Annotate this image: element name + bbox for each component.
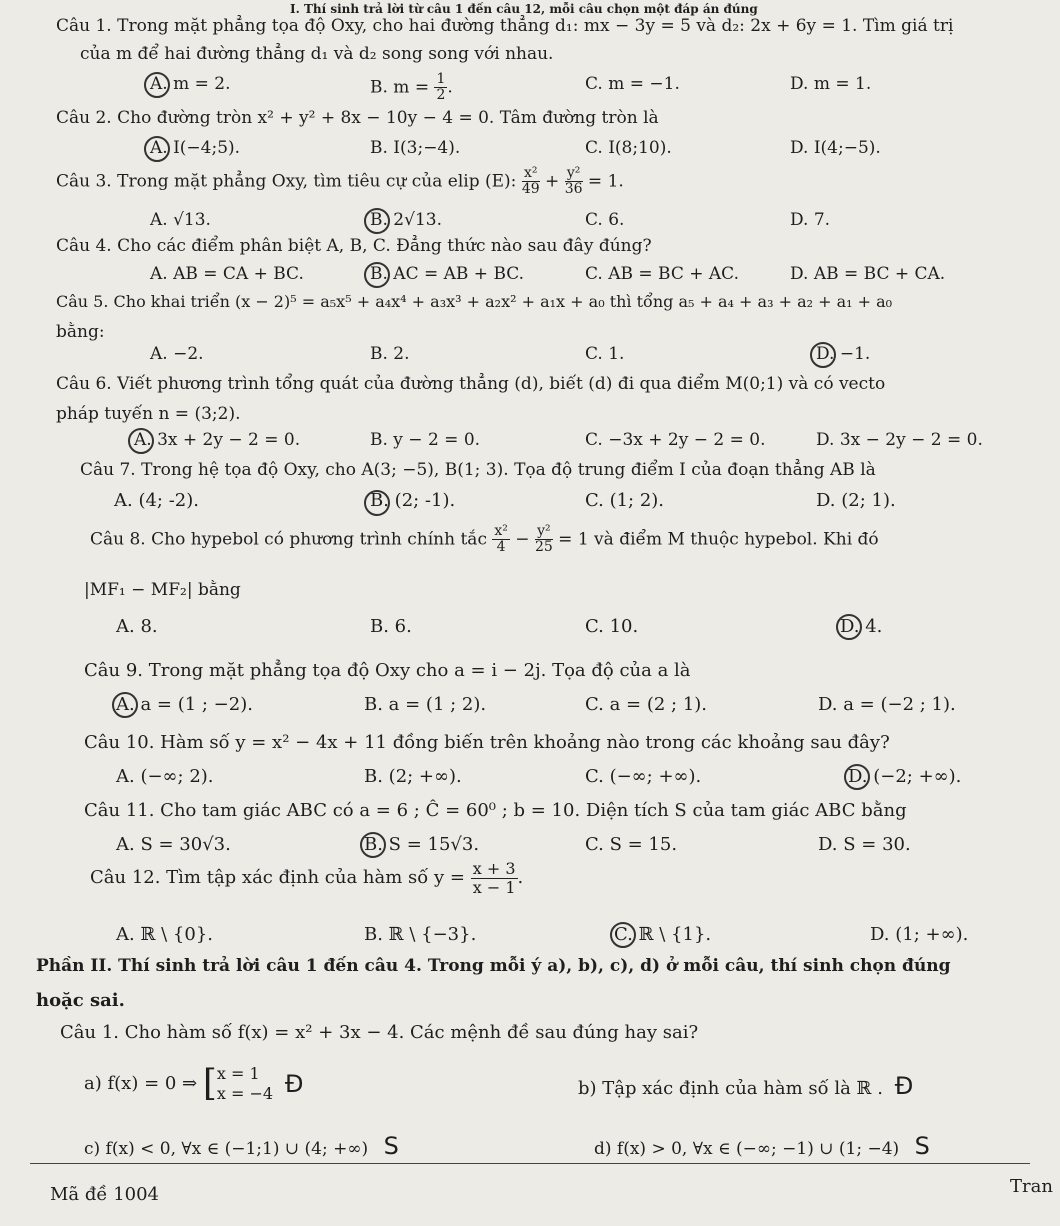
q1-option-b: B. m = $\frac{1}{2}$ . bbox=[370, 71, 453, 104]
q12-option-a: A. ℝ \ {0}. bbox=[116, 924, 213, 945]
q4-stem: Câu 4. Cho các điểm phân biệt A, B, C. Đẳng thức nào sau đây đúng? bbox=[56, 236, 652, 256]
q4-option-a: A. AB = CA + BC. bbox=[150, 264, 304, 284]
q8-stem-2: |MF₁ − MF₂| bằng bbox=[84, 580, 241, 600]
q12-option-c: C. ℝ \ {1}. bbox=[614, 924, 712, 945]
q10-option-a: A. (−∞; 2). bbox=[116, 766, 214, 787]
q1-option-c: C. m = −1. bbox=[585, 74, 680, 94]
answer-circle-mark bbox=[810, 342, 836, 368]
q3-option-b: B. 2√13. bbox=[370, 210, 442, 230]
q3-option-c: C. 6. bbox=[585, 210, 625, 230]
q1-frac: $\frac{1}{2}$ bbox=[436, 71, 446, 104]
part2-item-a: a) f(x) = 0 ⇒ [ x = 1 x = −4 Đ bbox=[84, 1063, 304, 1104]
q5-option-a: A. −2. bbox=[150, 344, 204, 364]
q8-option-a: A. 8. bbox=[116, 616, 158, 637]
q6-option-c: C. −3x + 2y − 2 = 0. bbox=[585, 430, 766, 450]
q9-option-b: B. a = (1 ; 2). bbox=[364, 694, 487, 715]
page-indicator: Tran bbox=[1010, 1176, 1053, 1197]
q12-stem: Câu 12. Tìm tập xác định của hàm số y = $\frac{x + 3}{x - 1}$ . bbox=[90, 859, 524, 897]
answer-circle-mark bbox=[844, 764, 870, 790]
q11-option-c: C. S = 15. bbox=[585, 834, 678, 855]
equation-system: x = 1 x = −4 bbox=[216, 1064, 274, 1103]
q8-option-c: C. 10. bbox=[585, 616, 639, 637]
q10-option-c: C. (−∞; +∞). bbox=[585, 766, 702, 787]
q12-option-d: D. (1; +∞). bbox=[870, 924, 969, 945]
q9-option-d: D. a = (−2 ; 1). bbox=[818, 694, 956, 715]
q8-stem: Câu 8. Cho hypebol có phương trình chính tắc $\frac{\text{x²}}{4}$ − $\frac{\text{y²}}{25}$ = 1 và điểm M thuộc hypebol. Khi đó bbox=[90, 523, 879, 556]
q7-option-d: D. (2; 1). bbox=[816, 490, 896, 511]
answer-circle-mark bbox=[144, 136, 170, 162]
q2-option-b: B. I(3;−4). bbox=[370, 138, 461, 158]
q8-option-d: D. 4. bbox=[840, 616, 883, 637]
q2-stem: Câu 2. Cho đường tròn x² + y² + 8x − 10y − 4 = 0. Tâm đường tròn là bbox=[56, 108, 659, 128]
answer-circle-mark bbox=[144, 72, 170, 98]
q1-stem: Câu 1. Trong mặt phẳng tọa độ Oxy, cho hai đường thẳng d₁: mx − 3y = 5 và d₂: 2x + 6y = 1. Tìm giá trị bbox=[56, 16, 954, 36]
footer-divider bbox=[30, 1163, 1030, 1164]
q5-stem: Câu 5. Cho khai triển (x − 2)⁵ = a₅x⁵ + a₄x⁴ + a₃x³ + a₂x² + a₁x + a₀ thì tổng a₅ + a₄ + a₃ + a₂ + a₁ + a₀ bbox=[56, 292, 893, 311]
q1-option-a: A. m = 2. bbox=[150, 74, 231, 94]
q1-stem-2: của m để hai đường thẳng d₁ và d₂ song song với nhau. bbox=[80, 44, 554, 64]
answer-circle-mark bbox=[364, 490, 390, 516]
part2-title: Phần II. Thí sinh trả lời câu 1 đến câu 4. Trong mỗi ý a), b), c), d) ở mỗi câu, thí sinh chọn đúng bbox=[36, 956, 951, 976]
answer-circle-mark bbox=[364, 208, 390, 234]
q9-option-a: A. a = (1 ; −2). bbox=[116, 694, 253, 715]
q10-stem: Câu 10. Hàm số y = x² − 4x + 11 đồng biến trên khoảng nào trong các khoảng sau đây? bbox=[84, 732, 890, 753]
q11-stem: Câu 11. Cho tam giác ABC có a = 6 ; Ĉ = 60⁰ ; b = 10. Diện tích S của tam giác ABC bằng bbox=[84, 800, 907, 821]
q4-option-c: C. AB = BC + AC. bbox=[585, 264, 739, 284]
answer-circle-mark bbox=[364, 262, 390, 288]
q1-option-d: D. m = 1. bbox=[790, 74, 872, 94]
q9-stem: Câu 9. Trong mặt phẳng tọa độ Oxy cho a = i − 2j. Tọa độ của a là bbox=[84, 660, 691, 681]
bracket: [ bbox=[202, 1063, 217, 1104]
exam-code: Mã đề 1004 bbox=[50, 1184, 160, 1205]
part2-item-c: c) f(x) < 0, ∀x ∈ (−1;1) ∪ (4; +∞) S bbox=[84, 1132, 399, 1160]
q2-option-a: A. I(−4;5). bbox=[150, 138, 241, 158]
q6-option-b: B. y − 2 = 0. bbox=[370, 430, 481, 450]
q7-option-b: B. (2; -1). bbox=[370, 490, 456, 511]
handwritten-mark-b: Đ bbox=[894, 1072, 914, 1100]
q6-stem-2: pháp tuyến n = (3;2). bbox=[56, 404, 241, 424]
q10-option-d: D. (−2; +∞). bbox=[848, 766, 962, 787]
q9-option-c: C. a = (2 ; 1). bbox=[585, 694, 708, 715]
q11-option-d: D. S = 30. bbox=[818, 834, 911, 855]
handwritten-mark-d: S bbox=[914, 1132, 930, 1160]
q2-option-d: D. I(4;−5). bbox=[790, 138, 881, 158]
answer-circle-mark bbox=[128, 428, 154, 454]
q5-stem-2: bằng: bbox=[56, 322, 105, 342]
q11-option-b: B. S = 15√3. bbox=[364, 834, 480, 855]
q3-stem: Câu 3. Trong mặt phẳng Oxy, tìm tiêu cự của elip (E): $\frac{\text{x²}}{49}$ + $\frac{\text{y²}}{36}$ = 1. bbox=[56, 165, 624, 198]
q6-option-d: D. 3x − 2y − 2 = 0. bbox=[816, 430, 983, 450]
q5-option-b: B. 2. bbox=[370, 344, 410, 364]
q7-option-c: C. (1; 2). bbox=[585, 490, 665, 511]
part2-item-b: b) Tập xác định của hàm số là ℝ . Đ bbox=[578, 1072, 914, 1100]
q4-option-b: B. AC = AB + BC. bbox=[370, 264, 525, 284]
part2-title-2: hoặc sai. bbox=[36, 990, 125, 1011]
q5-option-c: C. 1. bbox=[585, 344, 625, 364]
q8-option-b: B. 6. bbox=[370, 616, 412, 637]
handwritten-mark-a: Đ bbox=[284, 1070, 304, 1098]
part2-q1-stem: Câu 1. Cho hàm số f(x) = x² + 3x − 4. Các mệnh đề sau đúng hay sai? bbox=[60, 1022, 699, 1043]
answer-circle-mark bbox=[360, 832, 386, 858]
q2-option-c: C. I(8;10). bbox=[585, 138, 672, 158]
part2-item-d: d) f(x) > 0, ∀x ∈ (−∞; −1) ∪ (1; −4) S bbox=[594, 1132, 930, 1160]
answer-circle-mark bbox=[836, 614, 862, 640]
q6-stem: Câu 6. Viết phương trình tổng quát của đường thẳng (d), biết (d) đi qua điểm M(0;1) và có vecto bbox=[56, 374, 886, 394]
answer-circle-mark bbox=[610, 922, 636, 948]
handwritten-mark-c: S bbox=[383, 1132, 399, 1160]
q5-option-d: D. −1. bbox=[816, 344, 871, 364]
section-header: I. Thí sinh trả lời từ câu 1 đến câu 12, mỗi câu chọn một đáp án đúng bbox=[290, 2, 758, 16]
q3-option-d: D. 7. bbox=[790, 210, 831, 230]
q7-option-a: A. (4; -2). bbox=[114, 490, 199, 511]
answer-circle-mark bbox=[112, 692, 138, 718]
q10-option-b: B. (2; +∞). bbox=[364, 766, 462, 787]
q4-option-d: D. AB = BC + CA. bbox=[790, 264, 946, 284]
q3-option-a: A. √13. bbox=[150, 210, 211, 230]
q6-option-a: A. 3x + 2y − 2 = 0. bbox=[134, 430, 301, 450]
q7-stem: Câu 7. Trong hệ tọa độ Oxy, cho A(3; −5), B(1; 3). Tọa độ trung điểm I của đoạn thẳng AB là bbox=[80, 460, 876, 480]
q11-option-a: A. S = 30√3. bbox=[116, 834, 231, 855]
q12-option-b: B. ℝ \ {−3}. bbox=[364, 924, 477, 945]
